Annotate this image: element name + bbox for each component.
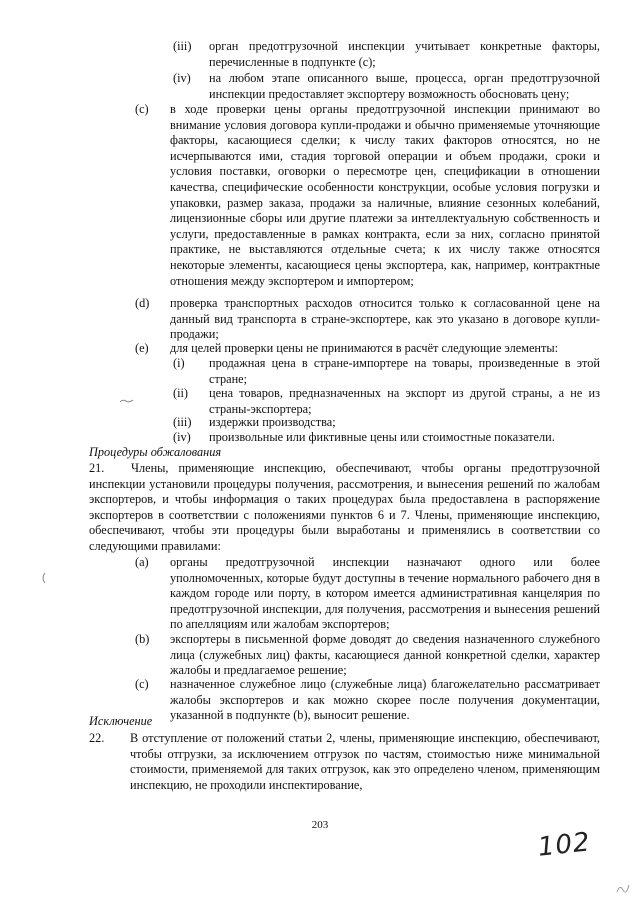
list-item-text: органы предотгрузочной инспекции назначают одного или более уполномоченных, которые будут доступны в течение нормального рабочего дня в каждом городе или порту, в котором имеется административная канцелярия по предотгрузочной инспекции, для получения, рассмотрения и вынесения решений по апелляциям или жалобам экспортеров; <box>170 555 600 632</box>
paragraph-number: 22. <box>89 731 105 745</box>
list-marker: (d) <box>135 296 150 310</box>
list-item-text: цена товаров, предназначенных на экспорт из другой страны, а не из страны-экспортера; <box>209 386 600 416</box>
list-marker: (c) <box>135 102 149 116</box>
section-heading-exception: Исключение <box>89 714 153 728</box>
list-item-text: продажная цена в стране-импортере на товары, произведенные в этой стране; <box>209 356 600 386</box>
scribble-mark-icon <box>616 882 630 894</box>
list-marker: (b) <box>135 632 150 646</box>
list-marker: (iv) <box>173 71 191 85</box>
list-item-text: в ходе проверки цены органы предотгрузочной инспекции принимают во внимание условия договора купли-продажи и обычно применяемые уточняющие факторы, касающиеся сделки; к числу таких факторов относятся, но не исчерпываются ими, стадия торговой операции и объем продажи, сроки и условия поставки, оговорки о пересмотре цен, спецификации в отношении качества, специфические особенности конструкции, особые условия погрузки и упаковки, размер заказа, продажи за наличные, влияние сезонных колебаний, лицензионные сборы или другие платежи за интеллектуальную собственность и услуги, предоставленные в рамках контракта, если за них, согласно принятой практике, не выставляются отдельные счета; к их числу также относятся некоторые элементы, касающиеся цены экспортера, как, например, контрактные отношения между экспортером и импортером; <box>170 102 600 288</box>
paragraph-number: 21. <box>89 461 105 475</box>
paragraph-text: Члены, применяющие инспекцию, обеспечивают, чтобы органы предотгрузочной инспекции установили процедуры получения, рассмотрения, и вынесения решений по жалобам экспортеров, и чтобы информация о таких процедурах была предоставлена в распоряжение экспортеров в соответствии с положениями пунктов 6 и 7. Члены, применяющие инспекцию, обеспечивают, чтобы эти процедуры были выработаны и применялись в соответствии со следующими правилами: <box>89 461 600 553</box>
margin-mark-icon <box>40 572 48 584</box>
list-item-text: экспортеры в письменной форме доводят до сведения назначенного служебного лица (служебных лиц) факты, касающиеся данной конкретной сделки, характер жалобы и предлагаемое решение; <box>170 632 600 678</box>
list-item-text: проверка транспортных расходов относится только к согласованной цене на данный вид транспорта в стране-экспортере, как это указано в договоре купли-продажи; <box>170 296 600 342</box>
handwritten-page-annotation: 102 <box>536 827 592 863</box>
list-item-text: назначенное служебное лицо (служебные лица) благожелательно рассматривает жалобы экспортеров и как можно скорее после получения документации, указанной в подпункте (b), выносит решение. <box>170 677 600 723</box>
page-number: 203 <box>311 819 329 831</box>
list-marker: (c) <box>135 677 149 691</box>
list-marker: (e) <box>135 341 149 355</box>
list-item-text: на любом этапе описанного выше, процесса, орган предотгрузочной инспекции предоставляет экспортеру возможность обосновать цену; <box>209 71 600 101</box>
list-marker: (iv) <box>173 430 191 444</box>
margin-mark-icon <box>119 396 135 406</box>
list-item-text: произвольные или фиктивные цены или стоимостные показатели. <box>209 430 555 444</box>
list-item-text: орган предотгрузочной инспекции учитывает конкретные факторы, перечисленные в подпункте (с); <box>209 39 600 69</box>
list-marker: (iii) <box>173 39 192 53</box>
list-marker: (a) <box>135 555 149 569</box>
list-marker: (iii) <box>173 415 192 429</box>
list-item-text: для целей проверки цены не принимаются в расчёт следующие элементы: <box>170 341 559 355</box>
list-marker: (ii) <box>173 386 189 400</box>
paragraph-text: В отступление от положений статьи 2, члены, применяющие инспекцию, обеспечивают, чтобы отгрузки, за исключением отгрузок по частям, стоимостью ниже минимальной стоимости, применяемой для таких отгрузок, как это определено членом, применяющим инспекцию, не проходили инспектирование, <box>130 731 600 792</box>
list-marker: (i) <box>173 356 185 370</box>
section-heading-appeals: Процедуры обжалования <box>89 445 222 459</box>
list-item-text: издержки производства; <box>209 415 336 429</box>
